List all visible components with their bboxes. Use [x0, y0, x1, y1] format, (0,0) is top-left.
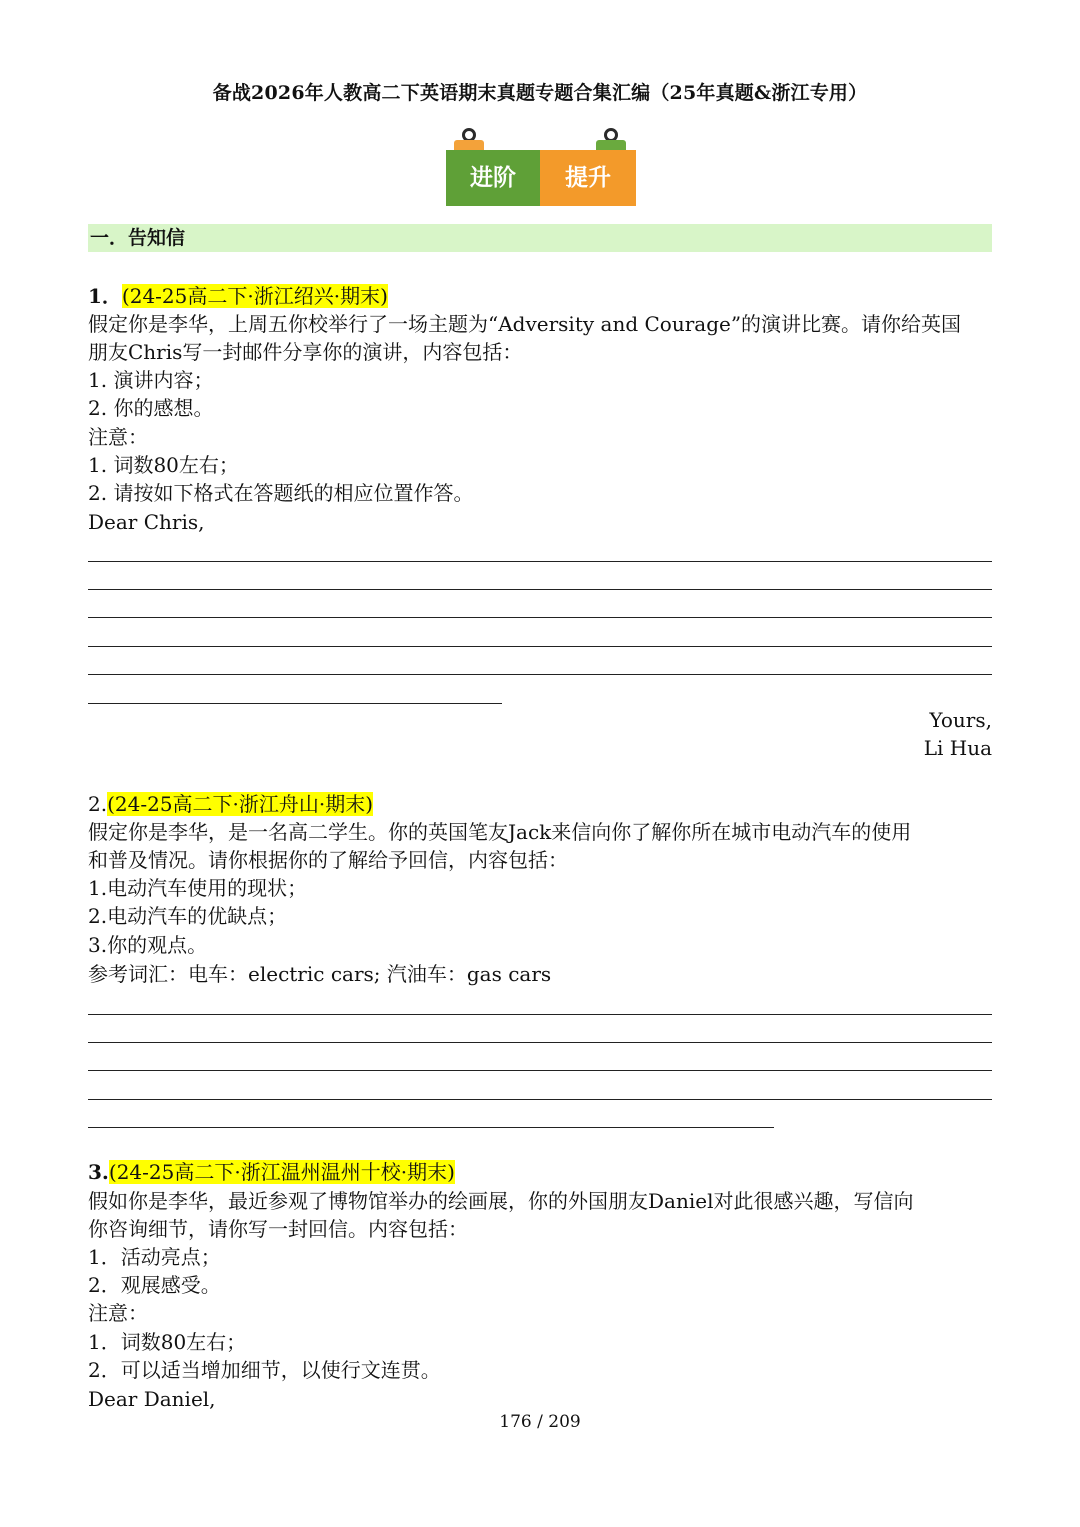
banner-left-label: 进阶	[446, 150, 540, 206]
page-number: 176 / 209	[499, 1412, 581, 1432]
question-1-line: 1. 演讲内容；	[88, 368, 214, 392]
question-2-line: 参考词汇：电车：electric cars; 汽油车：gas cars	[88, 962, 552, 986]
answer-line[interactable]	[88, 674, 992, 675]
question-1-line: 朋友Chris写一封邮件分享你的演讲，内容包括：	[88, 340, 523, 364]
question-1-line: 2. 请按如下格式在答题纸的相应位置作答。	[88, 481, 474, 505]
question-3-line: 2．可以适当增加细节，以使行文连贯。	[88, 1358, 441, 1382]
question-3-line: 1．词数80左右；	[88, 1330, 247, 1354]
question-1-line: 1. 词数80左右；	[88, 453, 239, 477]
question-source: (24-25高二下·浙江温州温州十校·期末)	[108, 1160, 455, 1184]
banner-right-label: 提升	[540, 150, 636, 206]
question-3-line: Dear Daniel,	[88, 1387, 216, 1411]
question-2-line: 1.电动汽车使用的现状；	[88, 876, 308, 900]
question-3-header	[88, 1158, 998, 1186]
question-number: 3.	[88, 1160, 109, 1184]
question-2-line: 和普及情况。请你根据你的了解给予回信，内容包括：	[88, 848, 568, 872]
question-3-line: 注意：	[88, 1301, 148, 1325]
advanced-banner	[446, 150, 636, 206]
question-2-line: 2.电动汽车的优缺点；	[88, 904, 288, 928]
answer-line[interactable]	[88, 561, 992, 562]
question-1-header	[88, 282, 998, 310]
question-2-header	[88, 790, 998, 818]
question-1-line: 假定你是李华，上周五你校举行了一场主题为“Adversity and Courage”的演讲比赛。请你给英国	[88, 312, 962, 336]
question-source: (24-25高二下·浙江绍兴·期末)	[121, 284, 388, 308]
answer-line[interactable]	[88, 617, 992, 618]
answer-line[interactable]	[88, 1042, 992, 1043]
question-2-line: 3.你的观点。	[88, 933, 208, 957]
letter-signature: Li Hua	[923, 736, 992, 760]
question-number: 2.	[88, 792, 108, 816]
question-source: (24-25高二下·浙江舟山·期末)	[107, 792, 374, 816]
section-heading-text: 一．告知信	[90, 227, 186, 249]
question-3-line: 1．活动亮点；	[88, 1245, 221, 1269]
question-3-line: 2．观展感受。	[88, 1273, 221, 1297]
question-1-line: Dear Chris,	[88, 510, 205, 534]
answer-line[interactable]	[88, 703, 502, 704]
answer-line[interactable]	[88, 1070, 992, 1071]
question-2-line: 假定你是李华，是一名高二学生。你的英国笔友Jack来信向你了解你所在城市电动汽车的使用	[88, 820, 912, 844]
question-3-line: 你咨询细节，请你写一封回信。内容包括：	[88, 1217, 468, 1241]
answer-line[interactable]	[88, 589, 992, 590]
question-3-line: 假如你是李华，最近参观了博物馆举办的绘画展，你的外国朋友Daniel对此很感兴趣，写信向	[88, 1189, 914, 1213]
section-heading	[88, 224, 992, 252]
answer-line[interactable]	[88, 1127, 774, 1128]
answer-line[interactable]	[88, 1099, 992, 1100]
letter-closing: Yours,	[929, 708, 992, 732]
document-title: 备战2026年人教高二下英语期末真题专题合集汇编（25年真题&浙江专用）	[212, 82, 868, 104]
question-1-line: 2. 你的感想。	[88, 396, 214, 420]
question-number: 1．	[88, 284, 122, 308]
question-1-line: 注意：	[88, 425, 148, 449]
answer-line[interactable]	[88, 646, 992, 647]
answer-line[interactable]	[88, 1014, 992, 1015]
